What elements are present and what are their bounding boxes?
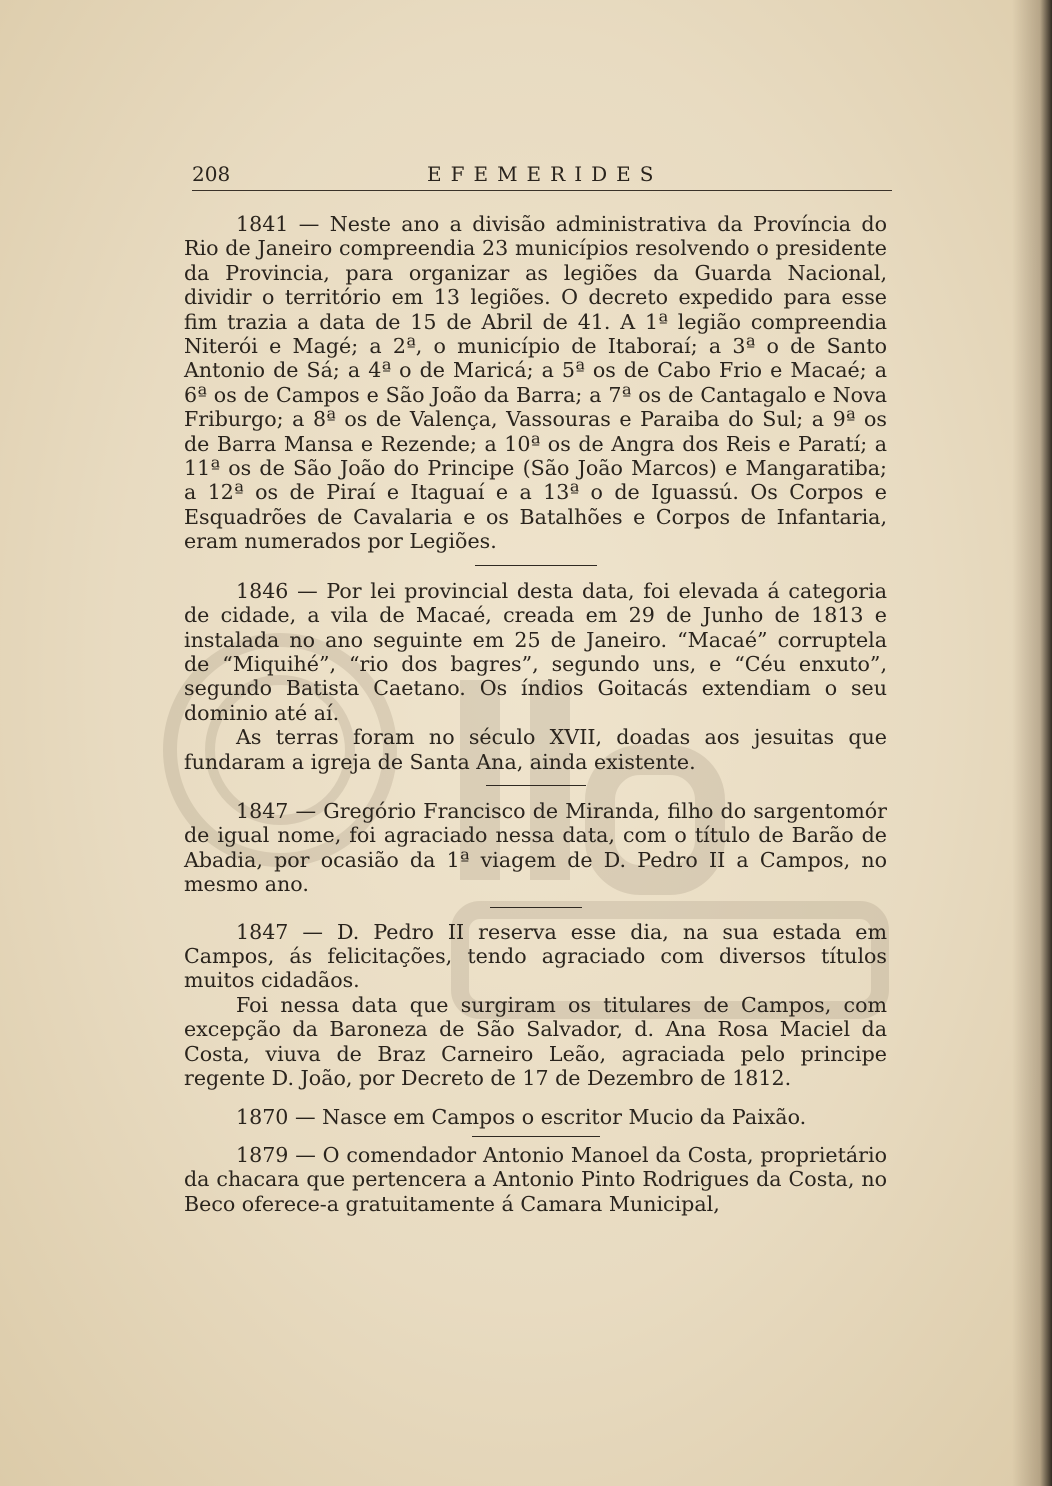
section-separator [490, 907, 582, 908]
paragraph: As terras foram no século XVII, doadas aos jesuitas que fundaram a igreja de Santa Ana, ainda existente. [184, 725, 887, 774]
header-rule [192, 190, 892, 191]
entry-1847-pedro [184, 920, 887, 1091]
paragraph: 1879 — O comendador Antonio Manoel da Costa, proprietário da chacara que pertencera a Antonio Pinto Rodrigues da Costa, no Beco oferece-a gratuitamente á Camara Municipal, [184, 1142, 887, 1216]
section-separator [475, 565, 597, 566]
entry-1847-barao [184, 799, 887, 897]
running-title: EFEMERIDES [427, 162, 663, 186]
paragraph: 1847 — Gregório Francisco de Miranda, filho do sargentomór de igual nome, foi agraciado nessa data, com o título de Barão de Abadia, por ocasião da 1ª viagem de D. Pedro II a Campos, no mesmo ano. [184, 798, 887, 897]
page-number: 208 [192, 162, 231, 186]
page-body [184, 212, 887, 1216]
page-header [192, 162, 892, 192]
section-separator [472, 1136, 600, 1137]
paragraph: 1846 — Por lei provincial desta data, foi elevada á categoria de cidade, a vila de Macaé, creada em 29 de Junho de 1813 e instalada no ano seguinte em 25 de Janeiro. “Macaé” corruptela de “Miquihé”, “rio dos bagres”, segundo uns, e “Céu enxuto”, segundo Batista Caetano. Os índios Goitacás extendiam o seu dominio até aí. [184, 578, 887, 725]
paragraph: 1870 — Nasce em Campos o escritor Mucio da Paixão. [236, 1105, 807, 1130]
entry-1870 [184, 1105, 887, 1129]
paragraph: 1847 — D. Pedro II reserva esse dia, na sua estada em Campos, ás felicitações, tendo agraciado com diversos títulos muitos cidadãos. [184, 919, 887, 993]
page-edge-shadow [1012, 0, 1052, 1486]
paragraph: 1841 — Neste ano a divisão administrativa da Província do Rio de Janeiro compreendia 23 municípios resolvendo o presidente da Provincia, para organizar as legiões da Guarda Nacional, dividir o território em 13 legiões. O decreto expedido para esse fim trazia a data de 15 de Abril de 41. A 1ª legião compreendia Niterói e Magé; a 2ª, o município de Itaboraí; a 3ª o de Santo Antonio de Sá; a 4ª o de Maricá; a 5ª os de Cabo Frio e Macaé; a 6ª os de Campos e São João da Barra; a 7ª os de Cantagalo e Nova Friburgo; a 8ª os de Valença, Vassouras e Paraiba do Sul; a 9ª os de Barra Mansa e Rezende; a 10ª os de Angra dos Reis e Paratí; a 11ª os de São João do Principe (São João Marcos) e Mangaratiba; a 12ª os de Piraí e Itaguaí e a 13ª o de Iguassú. Os Corpos e Esquadrões de Cavalaria e os Batalhões e Corpos de Infantaria, eram numerados por Legiões. [184, 212, 887, 554]
entry-1841 [184, 212, 887, 554]
entry-1846 [184, 579, 887, 774]
section-separator [486, 785, 586, 786]
entry-1879 [184, 1143, 887, 1216]
paragraph: Foi nessa data que surgiram os titulares de Campos, com excepção da Baroneza de São Salvador, d. Ana Rosa Maciel da Costa, viuva de Braz Carneiro Leão, agraciada pelo principe regente D. João, por Decreto de 17 de Dezembro de 1812. [184, 992, 887, 1090]
